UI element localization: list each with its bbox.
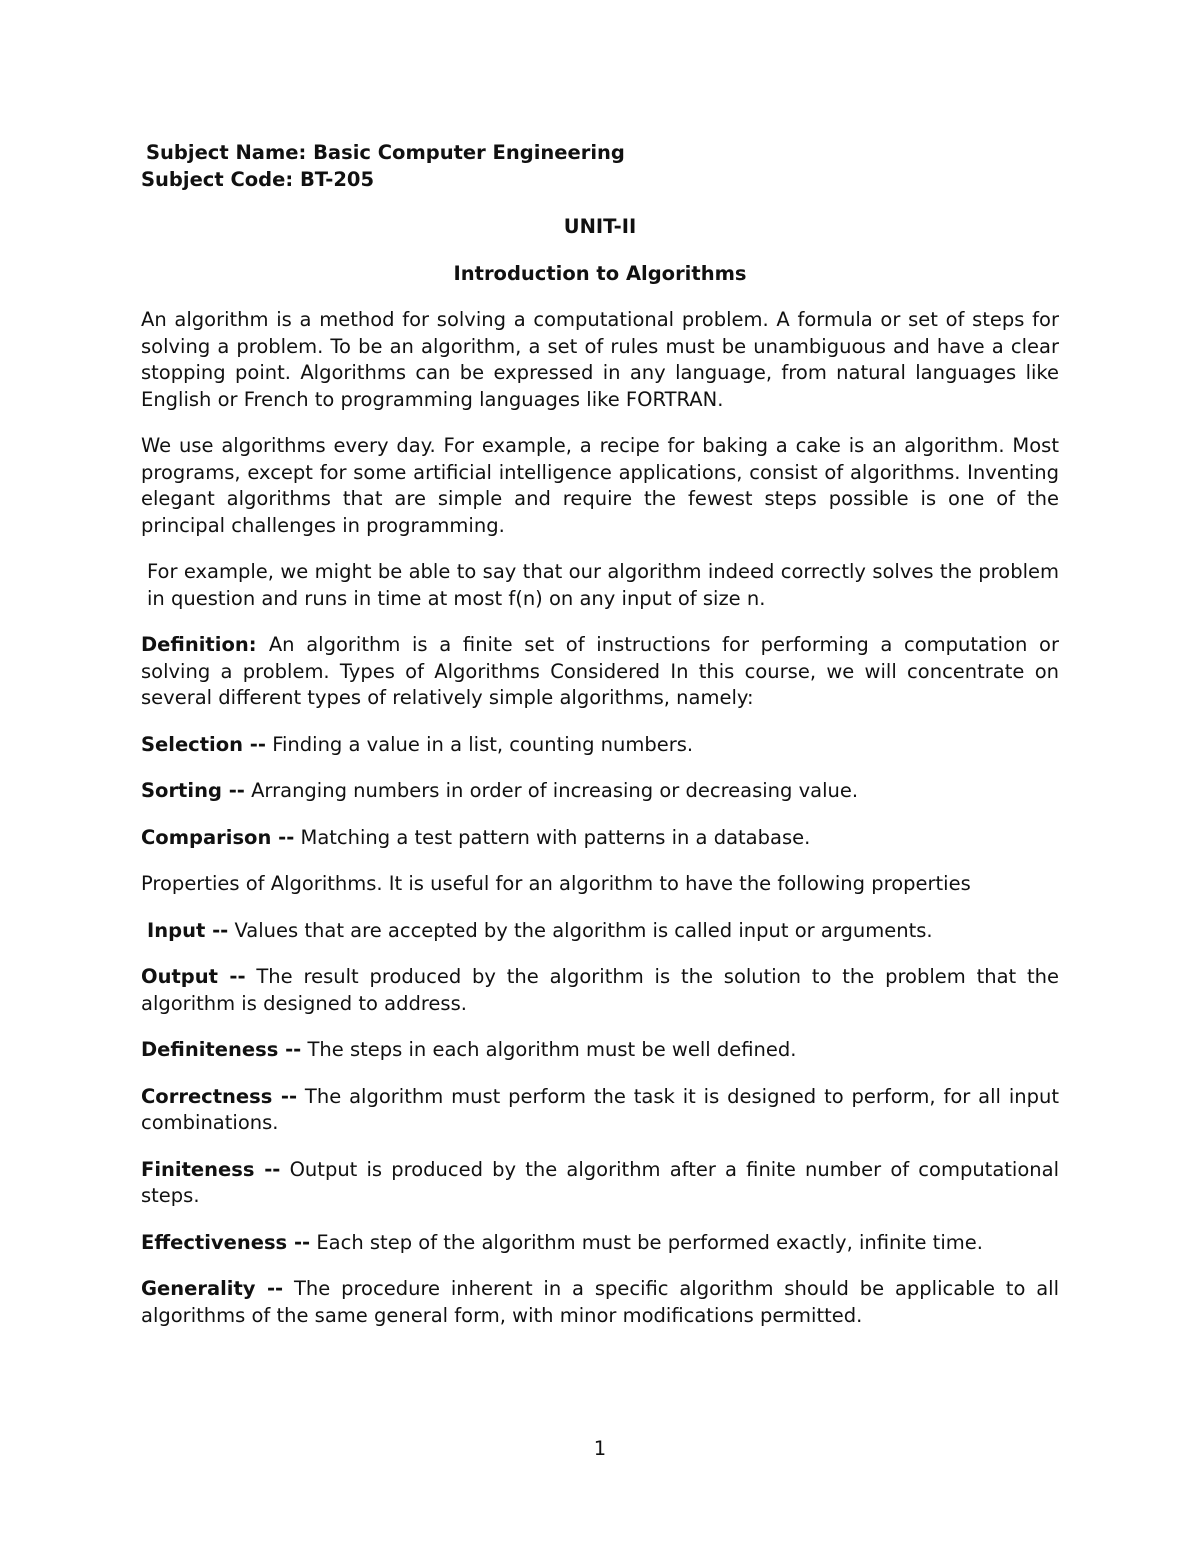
type-term: Selection -- <box>141 732 266 756</box>
property-term: Correctness -- <box>141 1084 298 1108</box>
property-output <box>141 964 1059 1017</box>
property-text: Values that are accepted by the algorithm is called input or arguments. <box>228 918 933 942</box>
property-term: Output -- <box>141 965 246 988</box>
paragraph-everyday: We use algorithms every day. For example, a recipe for baking a cake is an algorithm. Most programs, except for some artificial intelligence applications, consist of algorithms. Inventing elegant algorithms that are simple and require the fewest steps possible is one of the principal challenges in programming. <box>141 434 1059 537</box>
type-item-sorting <box>141 778 1059 805</box>
definition-text: An algorithm is a finite set of instructions for performing a computation or solving a problem. Types of Algorithms Considered In this course, we will concentrate on several different types of relatively simple algorithms, namely: <box>141 633 1060 709</box>
document-page <box>141 140 1059 1329</box>
type-term: Sorting -- <box>141 779 245 802</box>
property-term: Input -- <box>147 918 229 942</box>
paragraph-intro: An algorithm is a method for solving a computational problem. A formula or set of steps for solving a problem. To be an algorithm, a set of rules must be unambiguous and have a clear stopping point. Algorithms can be expressed in any language, from natural languages like English or French to programming languages like FORTRAN. <box>141 308 1059 411</box>
property-text: Output is produced by the algorithm after a finite number of computational steps. <box>141 1157 1059 1207</box>
page-number: 1 <box>593 1437 607 1460</box>
property-text: The result produced by the algorithm is the solution to the problem that the algorithm is designed to address. <box>141 965 1060 1015</box>
subject-name: Subject Name: Basic Computer Engineering <box>146 141 625 164</box>
unit-heading: UNIT-II <box>563 215 637 238</box>
definition-term: Definition <box>141 633 249 656</box>
type-text: Finding a value in a list, counting numbers. <box>266 732 694 756</box>
paragraph-example: For example, we might be able to say that our algorithm indeed correctly solves the problem in question and runs in time at most f(n) on any input of size n. <box>147 560 1059 610</box>
property-text: The algorithm must perform the task it is designed to perform, for all input combinations. <box>141 1084 1060 1134</box>
property-term: Effectiveness -- <box>141 1230 311 1254</box>
property-text: The procedure inherent in a specific algorithm should be applicable to all algorithms of the same general form, with minor modifications permitted. <box>141 1277 1059 1327</box>
property-finiteness <box>141 1157 1059 1210</box>
property-term: Finiteness -- <box>141 1157 281 1181</box>
subject-code: Subject Code: BT-205 <box>141 167 375 191</box>
type-text: Matching a test pattern with patterns in a database. <box>294 825 811 849</box>
type-item-selection <box>141 732 1059 759</box>
property-definiteness <box>141 1037 1059 1064</box>
properties-intro: Properties of Algorithms. It is useful for an algorithm to have the following properties <box>141 872 971 895</box>
property-generality <box>141 1276 1059 1329</box>
property-text: Each step of the algorithm must be performed exactly, infinite time. <box>310 1230 983 1254</box>
property-term: Definiteness -- <box>141 1038 302 1061</box>
type-term: Comparison -- <box>141 825 295 849</box>
property-correctness <box>141 1084 1059 1137</box>
section-title: Introduction to Algorithms <box>453 261 747 285</box>
property-effectiveness <box>141 1230 1059 1257</box>
definition-paragraph <box>141 632 1059 712</box>
type-item-comparison <box>141 825 1059 852</box>
property-input <box>141 918 1059 945</box>
property-text: The steps in each algorithm must be well defined. <box>301 1038 797 1061</box>
type-text: Arranging numbers in order of increasing or decreasing value. <box>244 779 859 802</box>
definition-separator: : <box>248 633 269 656</box>
property-term: Generality -- <box>141 1277 284 1300</box>
